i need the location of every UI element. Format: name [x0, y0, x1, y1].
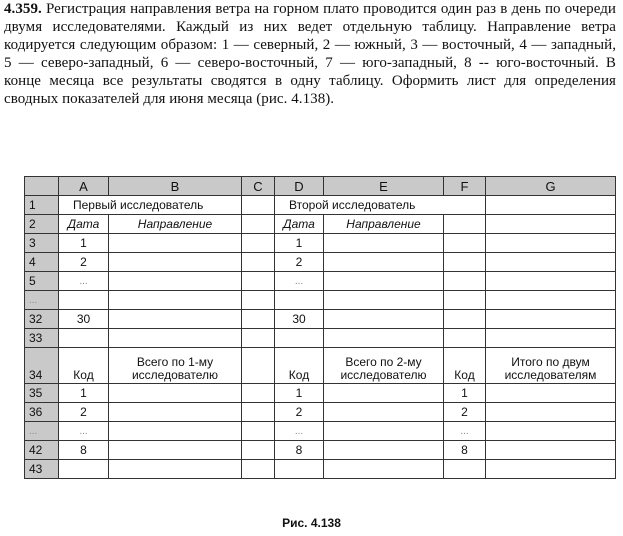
sheet-row — [25, 460, 616, 479]
row-number: 2 — [25, 215, 59, 234]
column-header: D — [275, 177, 324, 196]
cell: 2 — [275, 403, 324, 422]
cell — [486, 329, 616, 348]
cell — [59, 460, 109, 479]
sheet-row — [25, 215, 616, 234]
cell — [242, 460, 275, 479]
cell: 2 — [59, 403, 109, 422]
cell — [486, 403, 616, 422]
column-header: F — [444, 177, 486, 196]
column-header: C — [242, 177, 275, 196]
cell — [444, 460, 486, 479]
cell: Второй исследователь — [275, 196, 486, 215]
cell — [275, 291, 324, 310]
row-number: 36 — [25, 403, 59, 422]
sheet-row — [25, 403, 616, 422]
cell: 1 — [275, 384, 324, 403]
cell: ... — [59, 272, 109, 291]
column-header: A — [59, 177, 109, 196]
cell — [109, 234, 242, 253]
cell — [444, 272, 486, 291]
cell — [486, 215, 616, 234]
cell — [242, 384, 275, 403]
task-text — [4, 0, 616, 108]
cell: 8 — [59, 441, 109, 460]
cell — [275, 329, 324, 348]
cell: ... — [275, 422, 324, 441]
column-header-row — [25, 177, 616, 196]
sheet-row — [25, 196, 616, 215]
cell — [242, 441, 275, 460]
row-number: 1 — [25, 196, 59, 215]
sheet-row — [25, 441, 616, 460]
column-header — [25, 177, 59, 196]
cell — [324, 253, 444, 272]
cell: Дата — [59, 215, 109, 234]
sheet-row — [25, 291, 616, 310]
row-number: 4 — [25, 253, 59, 272]
row-number: 33 — [25, 329, 59, 348]
cell — [444, 310, 486, 329]
row-number: 42 — [25, 441, 59, 460]
cell — [109, 460, 242, 479]
cell — [486, 460, 616, 479]
sheet-row — [25, 422, 616, 441]
cell: Итого по двум исследователям — [486, 348, 616, 384]
cell — [109, 384, 242, 403]
cell — [444, 253, 486, 272]
column-header: B — [109, 177, 242, 196]
cell — [242, 403, 275, 422]
cell: Всего по 1-му исследователю — [109, 348, 242, 384]
sheet-row — [25, 329, 616, 348]
cell: ... — [275, 272, 324, 291]
cell: 2 — [59, 253, 109, 272]
sheet-row — [25, 272, 616, 291]
cell: Всего по 2-му исследователю — [324, 348, 444, 384]
cell — [109, 272, 242, 291]
cell — [324, 310, 444, 329]
cell — [242, 422, 275, 441]
cell: Код — [275, 348, 324, 384]
row-number: ... — [25, 422, 59, 441]
cell — [324, 422, 444, 441]
cell: Код — [59, 348, 109, 384]
row-number: 35 — [25, 384, 59, 403]
column-header: G — [486, 177, 616, 196]
sheet-row — [25, 384, 616, 403]
cell: 1 — [275, 234, 324, 253]
sheet-row — [25, 253, 616, 272]
task-number: 4.359. — [4, 1, 42, 17]
cell — [59, 329, 109, 348]
cell — [109, 310, 242, 329]
cell — [324, 460, 444, 479]
cell — [324, 329, 444, 348]
cell — [242, 253, 275, 272]
row-number: 34 — [25, 348, 59, 384]
cell: 30 — [275, 310, 324, 329]
cell: 1 — [59, 384, 109, 403]
cell — [109, 441, 242, 460]
cell — [242, 348, 275, 384]
cell: 2 — [444, 403, 486, 422]
sheet-row — [25, 348, 616, 384]
cell — [109, 403, 242, 422]
cell: 30 — [59, 310, 109, 329]
cell — [486, 310, 616, 329]
cell: Направление — [109, 215, 242, 234]
cell — [444, 234, 486, 253]
cell — [486, 291, 616, 310]
row-number: 43 — [25, 460, 59, 479]
cell: 1 — [444, 384, 486, 403]
cell — [242, 215, 275, 234]
cell — [275, 460, 324, 479]
column-header: E — [324, 177, 444, 196]
sheet-row — [25, 310, 616, 329]
cell: Направление — [324, 215, 444, 234]
cell — [486, 196, 616, 215]
cell — [324, 441, 444, 460]
sheet-row — [25, 234, 616, 253]
cell — [109, 253, 242, 272]
cell — [486, 234, 616, 253]
cell: 8 — [275, 441, 324, 460]
cell — [242, 291, 275, 310]
cell — [486, 384, 616, 403]
cell — [324, 291, 444, 310]
cell: ... — [59, 422, 109, 441]
cell — [242, 329, 275, 348]
cell — [242, 272, 275, 291]
cell — [109, 422, 242, 441]
cell — [242, 196, 275, 215]
spreadsheet — [24, 176, 616, 479]
cell — [242, 234, 275, 253]
cell: 1 — [59, 234, 109, 253]
cell: Дата — [275, 215, 324, 234]
cell: Код — [444, 348, 486, 384]
row-number: ... — [25, 291, 59, 310]
cell — [486, 253, 616, 272]
cell — [444, 215, 486, 234]
row-number: 32 — [25, 310, 59, 329]
cell — [486, 272, 616, 291]
cell — [444, 329, 486, 348]
cell — [324, 272, 444, 291]
cell — [242, 310, 275, 329]
cell — [324, 403, 444, 422]
cell — [486, 422, 616, 441]
cell: 2 — [275, 253, 324, 272]
task-body: Регистрация направления ветра на горном плато проводится один раз в день по очереди двумя исследователями. Каждый из них ведет отдельную таблицу. Направление ветра кодируется следующим образом: 1 — северный, 2 — южный, 3 — восточный, 4 — западный, 5 — северо-западный, 6 — северо-восточный, 7 — юго-западный, 8 -- юго-восточный. В конце месяца все результаты сводятся в одну таблицу. Оформить лист для определения сводных показателей для июня месяца (рис. 4.138). — [4, 1, 616, 107]
cell — [109, 329, 242, 348]
cell: ... — [444, 422, 486, 441]
cell — [486, 441, 616, 460]
cell — [324, 234, 444, 253]
cell — [59, 291, 109, 310]
cell — [324, 384, 444, 403]
cell: Первый исследователь — [59, 196, 242, 215]
figure-caption: Рис. 4.138 — [282, 516, 341, 530]
row-number: 5 — [25, 272, 59, 291]
cell — [444, 291, 486, 310]
cell: 8 — [444, 441, 486, 460]
cell — [109, 291, 242, 310]
row-number: 3 — [25, 234, 59, 253]
